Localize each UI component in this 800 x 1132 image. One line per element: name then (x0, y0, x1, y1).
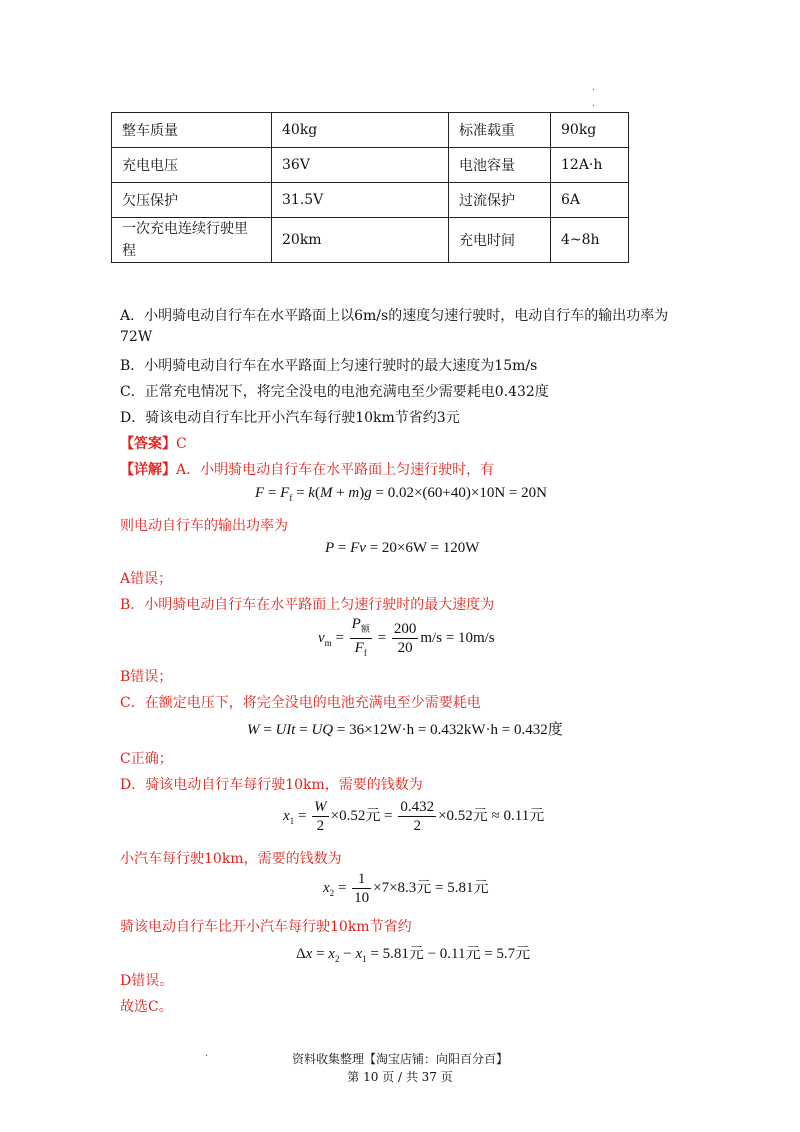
detail-a-power: 则电动自行车的输出功率为 (120, 518, 288, 534)
equation-bike-cost: $x_1$ = $\frac{W}{2}$ ×0.52元 = $\frac{0.432}{2}$ ×0.52元 ≈ 0.11元 (283, 799, 545, 834)
detail-car-intro: 小汽车每行驶10km，需要的钱数为 (120, 851, 342, 867)
corner-mark-bottom: . (592, 98, 596, 109)
detail-b-intro: B．小明骑电动自行车在水平路面上匀速行驶时的最大速度为 (120, 597, 495, 613)
table-cell: 36V (272, 148, 449, 183)
equation-force: $F = F_f = k(M + m)g = 0.02\times(60+40)\times 10N = 20N$ (255, 485, 547, 503)
detail-save-intro: 骑该电动自行车比开小汽车每行驶10km节省约 (120, 919, 412, 935)
table-cell: 整车质量 (112, 113, 272, 148)
equation-car-cost: $x_2$ = $\frac{1}{10}$ ×7×8.3元 = 5.81元 (323, 871, 489, 906)
detail-choose: 故选C。 (120, 999, 173, 1015)
table-cell: 90kg (551, 113, 629, 148)
table-cell: 标准载重 (449, 113, 551, 148)
table-cell: 一次充电连续行驶里程 (112, 218, 272, 263)
corner-mark-top: . (592, 82, 596, 93)
equation-energy: W = UIt = UQ = 36×12W·h = 0.432kW·h = 0.432度 (247, 722, 563, 738)
table-row (112, 183, 629, 218)
footer-source: 资料收集整理【淘宝店铺：向阳百分百】 (291, 1052, 508, 1066)
detail-a-intro (120, 459, 494, 479)
table-cell: 40kg (272, 113, 449, 148)
table-row (112, 218, 629, 263)
detail-b-wrong: B错误； (120, 669, 173, 685)
table-cell: 电池容量 (449, 148, 551, 183)
table-row (112, 148, 629, 183)
table-row (112, 113, 629, 148)
answer-line (120, 433, 187, 453)
option-b: B．小明骑电动自行车在水平路面上匀速行驶时的最大速度为15m/s (120, 358, 538, 374)
table-cell: 4~8h (551, 218, 629, 263)
equation-power: P = Fv = 20×6W = 120W (325, 540, 480, 556)
footer-mark: . (205, 1048, 209, 1059)
table-cell: 31.5V (272, 183, 449, 218)
table-cell: 6A (551, 183, 629, 218)
table-cell: 充电电压 (112, 148, 272, 183)
option-a: A．小明骑电动自行车在水平路面上以6m/s的速度匀速行驶时，电动自行车的输出功率为 (120, 308, 669, 324)
table-cell: 过流保护 (449, 183, 551, 218)
option-d: D．骑该电动自行车比开小汽车每行驶10km节省约3元 (120, 410, 460, 426)
table-cell: 充电时间 (449, 218, 551, 263)
table-cell: 欠压保护 (112, 183, 272, 218)
page-number: 第 10 页 / 共 37 页 (347, 1070, 453, 1084)
table-cell: 20km (272, 218, 449, 263)
option-a-cont: 72W (120, 329, 153, 345)
detail-d-intro: D．骑该电动自行车每行驶10km，需要的钱数为 (120, 777, 423, 793)
detail-text: A．小明骑电动自行车在水平路面上匀速行驶时，有 (176, 462, 495, 478)
spec-table (111, 112, 629, 263)
detail-a-wrong: A错误； (120, 571, 173, 587)
detail-tag: 【详解】 (120, 462, 176, 478)
option-c: C．正常充电情况下，将完全没电的电池充满电至少需要耗电0.432度 (120, 384, 549, 400)
table-cell: 12A·h (551, 148, 629, 183)
equation-velocity: $v_m$ = $\frac{P_额}{F_f}$ = $\frac{200}{20}$ m/s = 10m/s (318, 616, 495, 658)
detail-c-intro: C．在额定电压下，将完全没电的电池充满电至少需要耗电 (120, 695, 481, 711)
detail-c-right: C正确； (120, 751, 173, 767)
equation-saving: $\Delta x = x_2 - x_1 = 5.81$元 − 0.11元 = 5.7元 (296, 946, 531, 964)
answer-value: C (176, 436, 187, 452)
answer-tag: 【答案】 (120, 436, 176, 452)
detail-d-wrong: D错误。 (120, 973, 174, 989)
